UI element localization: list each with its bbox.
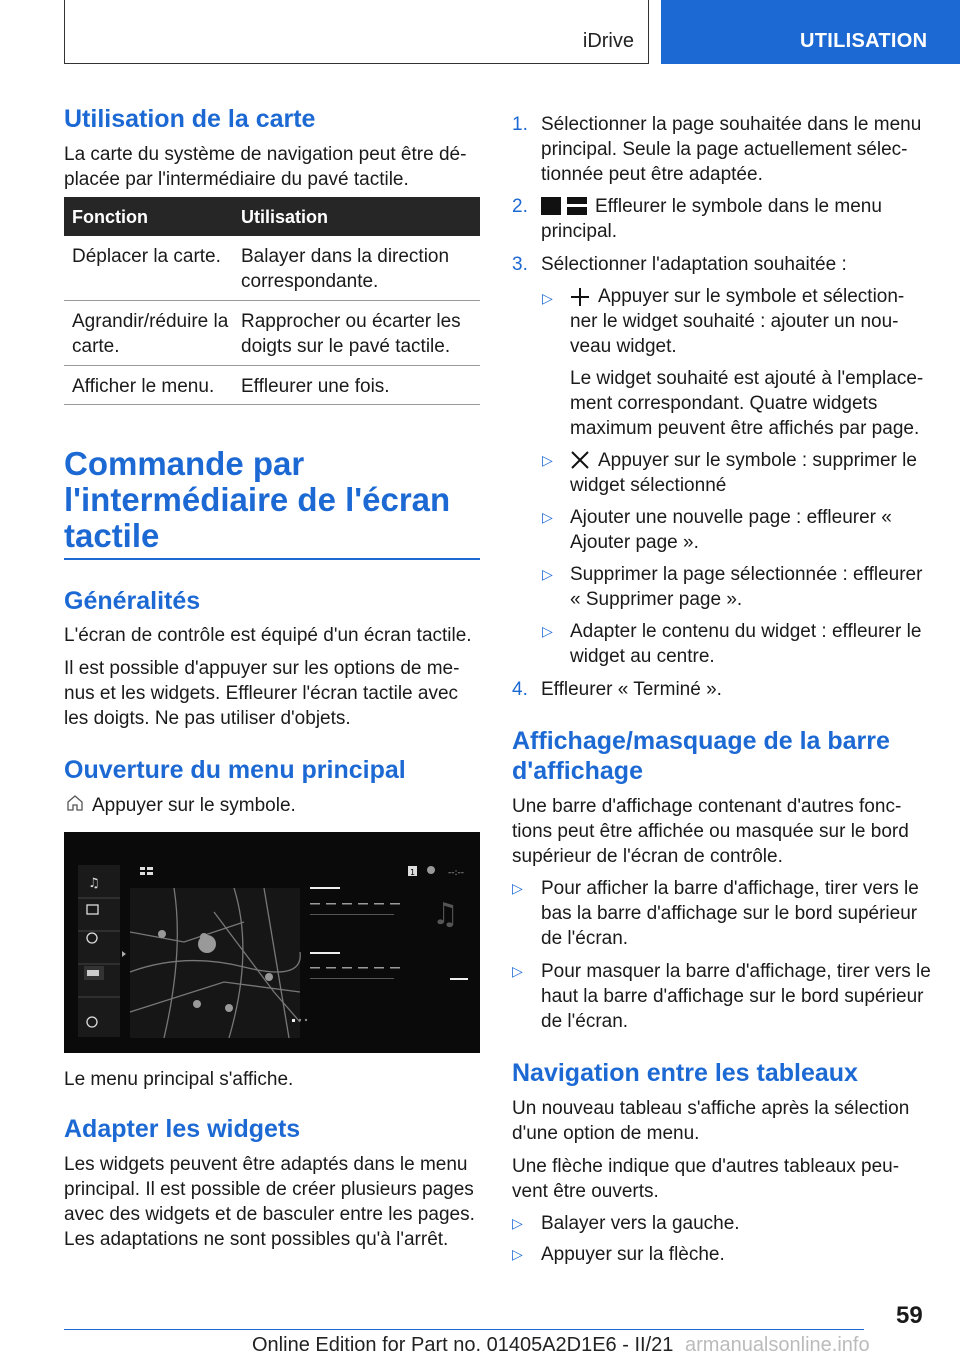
nav-p2: Une flèche indique que d'autres tableaux peu-vent être ouverts.	[512, 1156, 900, 1202]
widgets-text: Les widgets peuvent être adaptés dans le menu principal. Il est possible de créer plusieurs pages avec des widgets et de basculer entre les pages. Les adaptations ne sont possibles qu'à l'arrêt.	[64, 1154, 475, 1250]
step-number: 3.	[512, 254, 528, 275]
step-text: Sélectionner la page souhaitée dans le menu principal. Seule la page actuellement sélec-tionnée peut être adaptée.	[541, 114, 922, 185]
nav-p1: Un nouveau tableau s'affiche après la sélection d'une option de menu.	[512, 1098, 910, 1144]
bar-item: Pour masquer la barre d'affichage, tirer vers le haut la barre d'affichage sur le bord supérieur de l'écran.	[541, 961, 931, 1032]
step-number: 4.	[512, 679, 528, 700]
bullet-triangle-icon: ▷	[512, 963, 523, 979]
sub-item-text: Appuyer sur le symbole : supprimer le widget sélectionné	[570, 450, 917, 496]
sub-item-text: Supprimer la page sélectionnée : effleurer « Supprimer page ».	[570, 564, 923, 610]
bullet-triangle-icon: ▷	[542, 452, 553, 468]
table-header-usage: Utilisation	[241, 207, 329, 227]
section-rule	[64, 558, 480, 560]
step-number: 2.	[512, 196, 528, 217]
header-section-box	[64, 0, 649, 64]
footer-edition: Online Edition for Part no. 01405A2D1E6 - II/21	[252, 1334, 674, 1356]
open-menu-text: Appuyer sur le symbole.	[92, 795, 296, 816]
step-number: 1.	[512, 114, 528, 135]
table-cell: Afficher le menu.	[72, 376, 215, 397]
nav-title: Navigation entre les tableaux	[512, 1059, 858, 1087]
sub-item-text: Adapter le contenu du widget : effleurer le widget au centre.	[570, 621, 922, 667]
image-caption: Le menu principal s'affiche.	[64, 1069, 294, 1090]
bar-item: Pour afficher la barre d'affichage, tirer vers le bas la barre d'affichage sur le bord supérieur de l'écran.	[541, 878, 919, 949]
table-cell: Effleurer une fois.	[241, 376, 390, 397]
nav-item: Balayer vers la gauche.	[541, 1213, 740, 1234]
svg-text:♫: ♫	[88, 876, 100, 891]
function-table	[64, 197, 480, 405]
step-text: Effleurer le symbole dans le menu principal.	[541, 196, 882, 242]
table-cell: Balayer dans la direction correspondante.	[241, 246, 450, 292]
header-section: iDrive	[582, 30, 634, 52]
nav-item: Appuyer sur la flèche.	[541, 1244, 725, 1265]
bullet-triangle-icon: ▷	[512, 880, 523, 896]
bullet-triangle-icon: ▷	[512, 1215, 523, 1231]
sub-item-text: Ajouter une nouvelle page : effleurer « Ajouter page ».	[570, 507, 892, 553]
table-row	[64, 301, 480, 366]
map-title: Utilisation de la carte	[64, 105, 316, 133]
header-chapter: UTILISATION	[800, 30, 928, 52]
table-row	[64, 236, 480, 301]
table-header	[64, 197, 480, 236]
screen-badge: 1	[410, 868, 416, 877]
open-menu-title: Ouverture du menu principal	[64, 756, 406, 784]
general-p1: L'écran de contrôle est équipé d'un écran tactile.	[64, 625, 472, 646]
table-cell: Rapprocher ou écarter les doigts sur le pavé tactile.	[241, 311, 461, 357]
sub-item-text: Appuyer sur le symbole et sélection-ner le widget souhaité : ajouter un nou-veau widget.	[570, 286, 905, 357]
table-header-function: Fonction	[72, 207, 148, 227]
bullet-triangle-icon: ▷	[542, 509, 553, 525]
sub-item-note: Le widget souhaité est ajouté à l'emplace-ment correspondant. Quatre widgets maximum peuvent être affichés par page.	[570, 368, 924, 439]
widgets-title: Adapter les widgets	[64, 1115, 301, 1143]
step-text: Effleurer « Terminé ».	[541, 679, 722, 700]
svg-text:♫: ♫	[432, 897, 459, 932]
screen-clock: --:--	[448, 868, 465, 878]
table-cell: Agrandir/réduire la carte.	[72, 311, 229, 357]
bullet-triangle-icon: ▷	[542, 566, 553, 582]
header-chapter-tab	[661, 0, 960, 64]
table-row	[64, 366, 480, 405]
home-icon	[66, 794, 84, 817]
table-cell: Déplacer la carte.	[72, 246, 221, 267]
general-p2: Il est possible d'appuyer sur les options de me-nus et les widgets. Effleurer l'écran tactile avec les doigts. Ne pas utiliser d'objets.	[64, 658, 460, 729]
bar-title: Affichage/masquage de la barre d'affichage	[512, 727, 890, 785]
control-display-image	[64, 832, 480, 1053]
bullet-triangle-icon: ▷	[542, 623, 553, 639]
bar-intro: Une barre d'affichage contenant d'autres fonc-tions peut être affichée ou masquée sur le bord supérieur de l'écran de contrôle.	[512, 796, 909, 867]
general-title: Généralités	[64, 587, 201, 615]
page-number: 59	[896, 1302, 923, 1329]
step-text: Sélectionner l'adaptation souhaitée :	[541, 254, 847, 275]
footer-watermark: armanualsonline.info	[685, 1334, 870, 1356]
touch-section-title: Commande par l'intermédiaire de l'écran tactile	[64, 445, 451, 554]
map-intro: La carte du système de navigation peut être dé-placée par l'intermédiaire du pavé tactile.	[64, 144, 467, 190]
bullet-triangle-icon: ▷	[542, 290, 553, 306]
footer-rule	[64, 1329, 864, 1330]
bullet-triangle-icon: ▷	[512, 1246, 523, 1262]
